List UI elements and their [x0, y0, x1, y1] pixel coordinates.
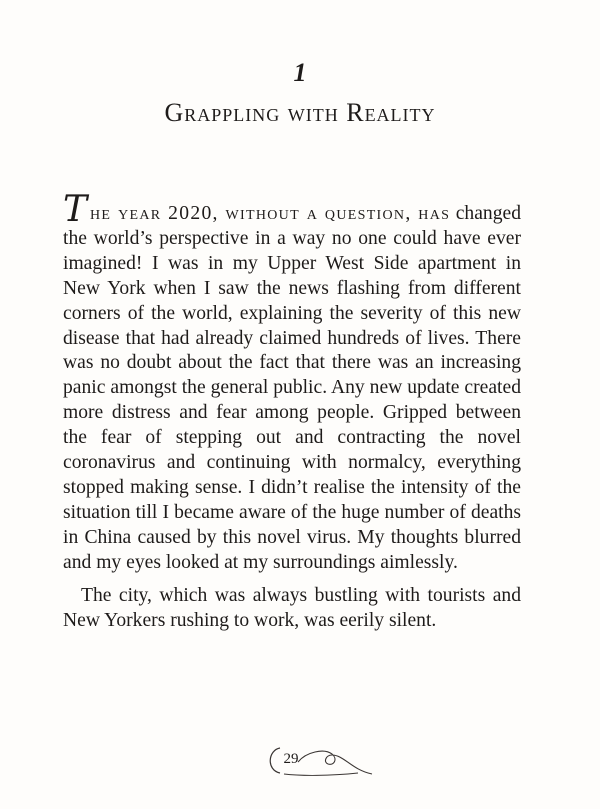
paragraph-2: The city, which was always bustling with tourists and New Yorkers rushing to work, was eerily silent. — [63, 584, 521, 631]
paragraph-1-text: changed the world’s perspective in a way no one could have ever imagined! I was in my Upper West Side apartment in New York when I saw the news flashing from different corners of the world, explaining the severity of this new disease that had already claimed hundreds of lives. There was no doubt about the fact that there was an increasing panic amongst the general public. Any new update created more distress and fear among people. Gripped between the fear of stepping out and contracting the novel coronavirus and continuing with normalcy, everything stopped making sense. I didn’t realise the intensity of the situation till I became aware of the huge number of deaths in China caused by this novel virus. My thoughts blurred and my eyes looked at my surroundings aimlessly. — [63, 203, 521, 573]
paragraph-1 — [63, 189, 521, 576]
chapter-body — [63, 189, 521, 633]
chapter-title: Grappling with Reality — [164, 98, 436, 127]
drop-cap: T — [63, 189, 88, 230]
chapter-number: 1 — [293, 58, 307, 87]
page-number: 29 — [283, 751, 299, 767]
opening-small-caps: he year 2020, without a question, has — [90, 203, 451, 224]
page-footer — [0, 740, 600, 780]
